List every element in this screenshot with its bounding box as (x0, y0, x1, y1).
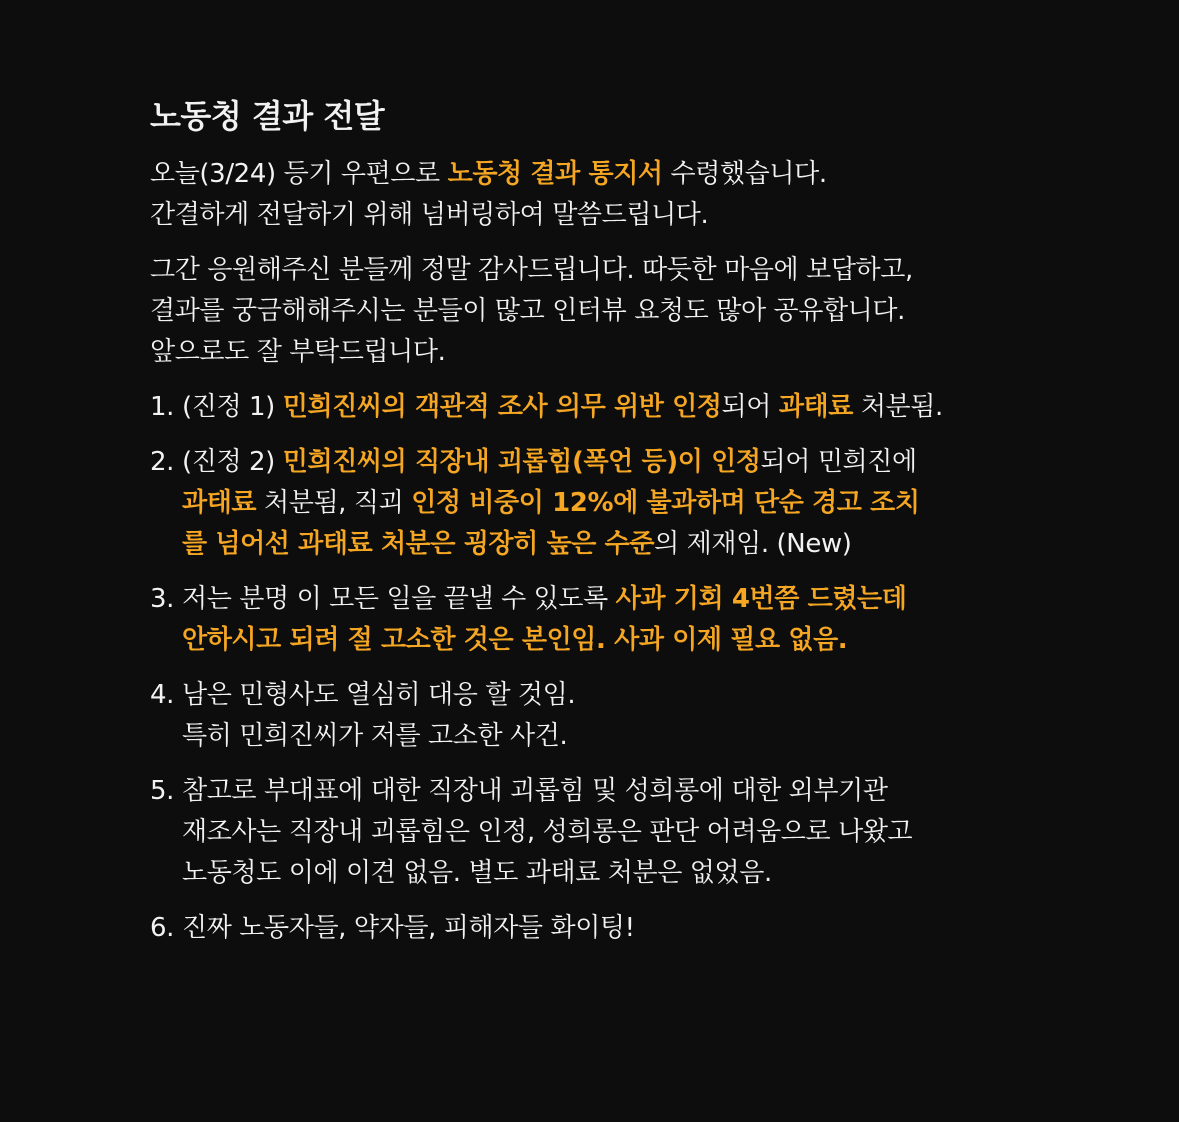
list-item-5 (150, 771, 1050, 894)
item-number: 5. (150, 776, 175, 806)
list-item-3 (150, 579, 1050, 661)
item-text: (진정 1) (182, 392, 283, 422)
item-text: (진정 2) (182, 447, 283, 477)
item-number: 4. (150, 680, 175, 710)
thanks-line-3: 앞으로도 잘 부탁드립니다. (150, 337, 446, 367)
item-number: 1. (150, 392, 175, 422)
item-line: 남은 민형사도 열심히 대응 할 것임. (182, 680, 576, 710)
thanks-line-1: 그간 응원해주신 분들께 정말 감사드립니다. 따듯한 마음에 보답하고, (150, 255, 913, 285)
intro-line-2: 간결하게 전달하기 위해 넘버링하여 말씀드립니다. (150, 200, 709, 230)
item-line: 참고로 부대표에 대한 직장내 괴롭힘 및 성희롱에 대한 외부기관 (182, 776, 888, 806)
item-line (182, 524, 1050, 565)
item-text: 되어 (721, 392, 779, 422)
intro-text: 수령했습니다. (662, 159, 827, 189)
intro-highlight: 노동청 결과 통지서 (447, 159, 663, 189)
item-highlight: 과태료 (182, 488, 257, 518)
list-item-1 (150, 387, 1050, 428)
list-item-4 (150, 675, 1050, 757)
notice-title: 노동청 결과 전달 (150, 97, 385, 135)
item-text: 되어 민희진에 (760, 447, 917, 477)
intro-paragraph (150, 154, 1050, 236)
list-item-6 (150, 908, 1050, 949)
list-item-2 (150, 442, 1050, 565)
item-text: 저는 분명 이 모든 일을 끝낼 수 있도록 (182, 584, 616, 614)
item-line: 노동청도 이에 이견 없음. 별도 과태료 처분은 없었음. (182, 858, 772, 888)
item-number: 6. (150, 913, 175, 943)
item-highlight: 민희진씨의 직장내 괴롭힘(폭언 등)이 인정 (282, 447, 761, 477)
thanks-line-2: 결과를 궁금해해주시는 분들이 많고 인터뷰 요청도 많아 공유합니다. (150, 296, 905, 326)
item-highlight-line: 안하시고 되려 절 고소한 것은 본인임. 사과 이제 필요 없음. (182, 625, 848, 655)
thanks-paragraph (150, 250, 1050, 373)
item-number: 2. (150, 447, 175, 477)
item-line (182, 387, 1050, 428)
item-text: 의 제재임. (New) (654, 529, 852, 559)
item-highlight: 사과 기회 4번쯤 드렸는데 (615, 584, 907, 614)
item-text: 처분됨. (852, 392, 943, 422)
notice-document (150, 92, 1050, 963)
item-line (182, 579, 1050, 620)
item-highlight: 인정 비중이 12%에 불과하며 단순 경고 조치 (411, 488, 920, 518)
item-line (182, 442, 1050, 483)
item-highlight: 민희진씨의 객관적 조사 의무 위반 인정 (282, 392, 722, 422)
item-highlight: 과태료 (778, 392, 853, 422)
item-highlight: 를 넘어선 과태료 처분은 굉장히 높은 수준 (182, 529, 655, 559)
item-line (182, 483, 1050, 524)
item-line: 진짜 노동자들, 약자들, 피해자들 화이팅! (182, 913, 635, 943)
item-text: 처분됨, 직괴 (256, 488, 412, 518)
intro-line-1 (150, 154, 1050, 195)
item-line: 특히 민희진씨가 저를 고소한 사건. (182, 721, 568, 751)
item-line: 재조사는 직장내 괴롭힘은 인정, 성희롱은 판단 어려움으로 나왔고 (182, 817, 913, 847)
intro-text: 오늘(3/24) 등기 우편으로 (150, 159, 448, 189)
item-number: 3. (150, 584, 175, 614)
